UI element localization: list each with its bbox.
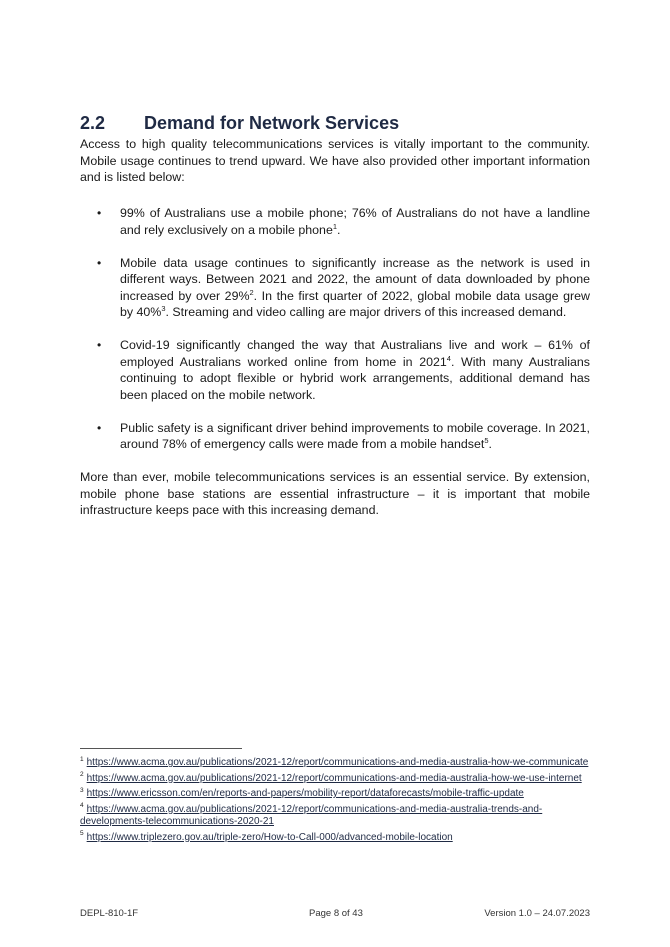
document-id: DEPL-810-1F	[80, 908, 139, 919]
bullet-text: Covid-19 significantly changed the way that Australians live and work – 61% of employed Australians worked online from home in 2021	[120, 338, 590, 369]
footnote	[80, 757, 595, 770]
bullet-item	[80, 420, 590, 453]
footnote	[80, 804, 595, 829]
bullet-text: Mobile data usage continues to significantly increase as the network is used in different ways. Between 2021 and 2022, the amount of data downloaded by phone increased by over 29%	[120, 255, 590, 303]
bullet-icon: •	[97, 420, 102, 435]
bullet-text: 99% of Australians use a mobile phone; 76% of Australians do not have a landline and rely exclusively on a mobile phone	[120, 206, 590, 237]
footnote	[80, 773, 595, 786]
closing-paragraph: More than ever, mobile telecommunications services is an essential service. By extension, mobile phone base stations are essential infrastructure – it is important that mobile infrastructure keeps pace with this increasing demand.	[80, 470, 590, 517]
page-footer	[80, 908, 590, 922]
bullet-text: . Streaming and video calling are major drivers of this increased demand.	[165, 305, 567, 319]
footnote-number: 2	[80, 771, 84, 779]
footnote-ref[interactable]: 4	[446, 353, 451, 363]
bullet-item	[80, 255, 590, 321]
section-number: 2.2	[80, 113, 106, 133]
footnote-link[interactable]: https://www.acma.gov.au/publications/2021-12/report/communications-and-media-australia-how-we-use-internet	[86, 772, 582, 784]
bullet-item	[80, 205, 590, 238]
bullet-text: .	[337, 222, 341, 237]
bullet-icon: •	[97, 338, 102, 352]
footnote-link[interactable]: https://www.triplezero.gov.au/triple-zero/How-to-Call-000/advanced-mobile-location	[86, 831, 453, 843]
footnote-ref[interactable]: 3	[161, 303, 166, 313]
section-heading	[80, 113, 399, 134]
intro-paragraph: Access to high quality telecommunications services is vitally important to the community. Mobile usage continues to trend upward. We have also provided other important information and is listed below:	[80, 137, 590, 184]
bullet-icon: •	[97, 206, 102, 220]
footnotes	[80, 757, 595, 847]
footnote-ref[interactable]: 5	[484, 435, 489, 445]
page-number: Page 8 of 43	[309, 908, 363, 919]
footnote-link[interactable]: https://www.ericsson.com/en/reports-and-papers/mobility-report/dataforecasts/mobile-traffic-update	[86, 788, 524, 799]
footnote	[80, 788, 595, 801]
bullet-text: . In the first quarter of 2022, global mobile data usage grew by 40%	[120, 288, 590, 319]
bullet-list	[80, 205, 590, 469]
footnote-number: 1	[80, 755, 84, 763]
footnote-number: 3	[80, 786, 84, 794]
footnote-link[interactable]: https://www.acma.gov.au/publications/2021-12/report/communications-and-media-australia-trends-and-developments-telecommunications-2020-21	[80, 803, 543, 827]
footnote-ref[interactable]: 2	[249, 287, 254, 297]
footnote-number: 5	[80, 830, 84, 838]
bullet-icon: •	[97, 255, 102, 270]
bullet-text: . With many Australians continuing to adopt flexible or hybrid work arrangements, additional demand has been placed on the mobile network.	[120, 354, 590, 402]
footnote	[80, 832, 595, 845]
footnote-ref[interactable]: 1	[332, 221, 338, 231]
footnote-link[interactable]: https://www.acma.gov.au/publications/2021-12/report/communications-and-media-australia-how-we-communicate	[86, 757, 589, 768]
footnote-separator	[80, 748, 242, 749]
version-label: Version 1.0 – 24.07.2023	[484, 908, 590, 919]
section-title: Demand for Network Services	[144, 113, 400, 133]
footnote-number: 4	[80, 802, 84, 810]
bullet-text: Public safety is a significant driver behind improvements to mobile coverage. In 2021, around 78% of emergency calls were made from a mobile handset	[120, 420, 590, 451]
bullet-text: .	[488, 437, 492, 451]
bullet-item	[80, 337, 590, 403]
